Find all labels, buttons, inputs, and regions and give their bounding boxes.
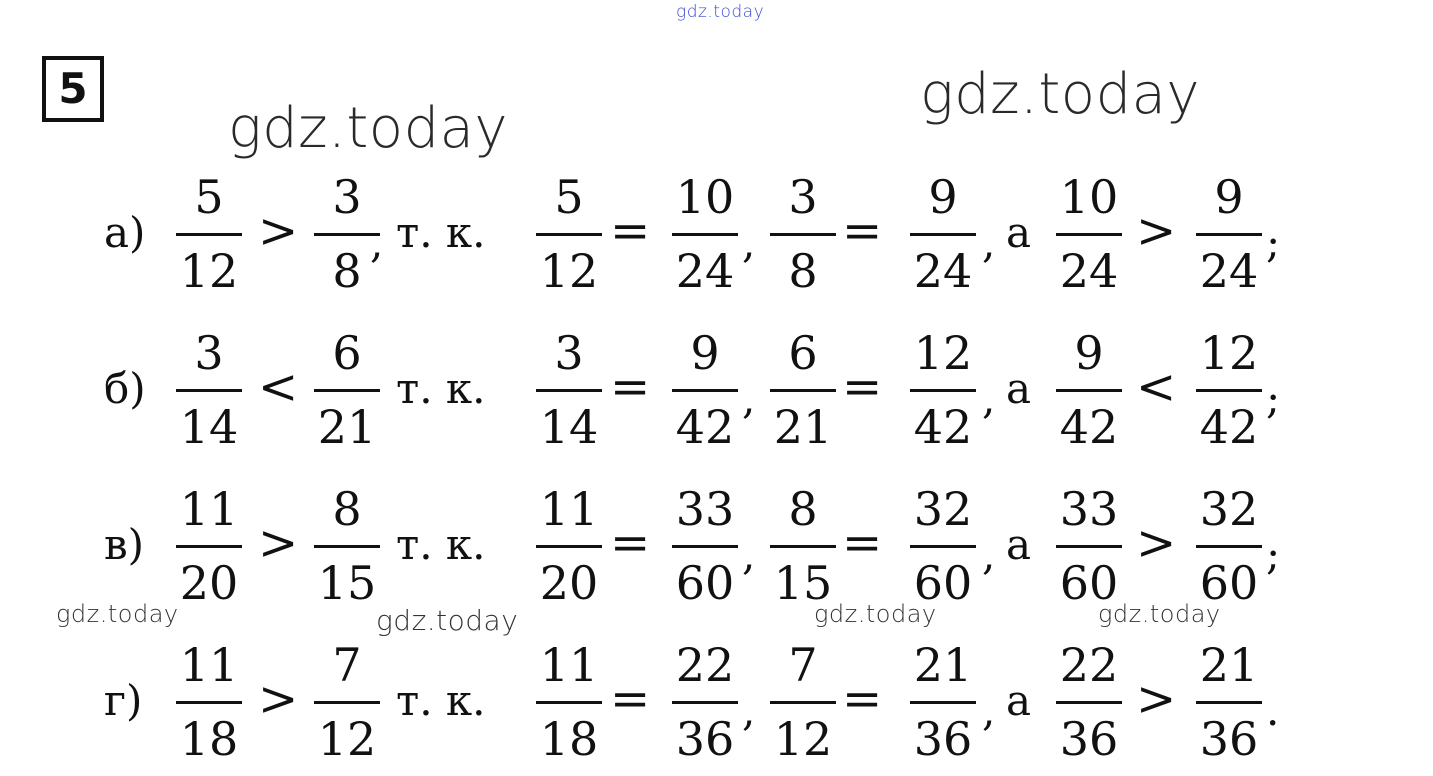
numerator: 3	[194, 326, 224, 380]
fraction-bar	[536, 389, 602, 392]
equals-sign-1: =	[610, 671, 651, 727]
fraction-compare-2	[1192, 632, 1266, 772]
end-punctuation: ;	[1266, 218, 1281, 267]
denominator: 36	[1199, 712, 1259, 766]
item-label: в)	[104, 520, 145, 569]
fraction-right	[310, 632, 384, 772]
denominator: 18	[539, 712, 599, 766]
numerator: 10	[675, 170, 735, 224]
fraction-result-1	[668, 164, 742, 304]
comma: ,	[982, 686, 996, 735]
numerator: 9	[928, 170, 958, 224]
equals-sign-2: =	[842, 671, 883, 727]
fraction-equiv-1	[532, 320, 606, 460]
watermark-top: gdz.today	[676, 2, 765, 22]
fraction-bar	[1196, 233, 1262, 236]
fraction-bar	[910, 701, 976, 704]
conjunction-text: а	[1006, 208, 1032, 257]
denominator: 24	[913, 244, 973, 298]
fraction-bar	[1056, 233, 1122, 236]
watermark-small-4: gdz.today	[1098, 600, 1221, 628]
comma: ,	[742, 218, 756, 267]
fraction-compare-1	[1052, 476, 1126, 616]
fraction-compare-1	[1052, 164, 1126, 304]
numerator: 33	[675, 482, 735, 536]
fraction-bar	[770, 701, 836, 704]
fraction-result-2	[906, 320, 980, 460]
end-punctuation: ;	[1266, 530, 1281, 579]
comma: ,	[370, 218, 384, 267]
fraction-left	[172, 320, 246, 460]
numerator: 9	[1074, 326, 1104, 380]
numerator: 5	[554, 170, 584, 224]
numerator: 8	[788, 482, 818, 536]
comma: ,	[742, 530, 756, 579]
fraction-bar	[314, 389, 380, 392]
equals-sign-2: =	[842, 515, 883, 571]
numerator: 7	[332, 638, 362, 692]
fraction-left	[172, 164, 246, 304]
denominator: 14	[539, 400, 599, 454]
comparison-sign: <	[258, 359, 299, 415]
fraction-result-1	[668, 632, 742, 772]
comma: ,	[982, 530, 996, 579]
denominator: 15	[317, 556, 377, 610]
comma: ,	[742, 374, 756, 423]
numerator: 11	[179, 482, 239, 536]
denominator: 24	[675, 244, 735, 298]
numerator: 11	[179, 638, 239, 692]
item-label: а)	[104, 208, 146, 257]
numerator: 9	[1214, 170, 1244, 224]
denominator: 60	[1199, 556, 1259, 610]
solution-row	[0, 320, 1433, 460]
numerator: 6	[332, 326, 362, 380]
numerator: 10	[1059, 170, 1119, 224]
numerator: 5	[194, 170, 224, 224]
denominator: 36	[913, 712, 973, 766]
fraction-bar	[176, 233, 242, 236]
fraction-bar	[910, 389, 976, 392]
numerator: 11	[539, 638, 599, 692]
item-label: б)	[104, 364, 146, 413]
solution-row	[0, 164, 1433, 304]
equals-sign-1: =	[610, 359, 651, 415]
denominator: 36	[1059, 712, 1119, 766]
fraction-bar	[314, 545, 380, 548]
watermark-small-1: gdz.today	[56, 600, 179, 628]
because-text: т. к.	[396, 364, 486, 413]
denominator: 42	[913, 400, 973, 454]
fraction-bar	[672, 701, 738, 704]
fraction-right	[310, 476, 384, 616]
fraction-bar	[1056, 701, 1122, 704]
fraction-bar	[770, 389, 836, 392]
task-number-box: 5	[42, 56, 104, 122]
fraction-bar	[1056, 389, 1122, 392]
comparison-sign: >	[258, 671, 299, 727]
denominator: 24	[1059, 244, 1119, 298]
fraction-bar	[770, 233, 836, 236]
numerator: 21	[1199, 638, 1259, 692]
fraction-bar	[910, 233, 976, 236]
comparison-sign-final: >	[1136, 203, 1177, 259]
comma: ,	[742, 686, 756, 735]
denominator: 36	[675, 712, 735, 766]
conjunction-text: а	[1006, 364, 1032, 413]
fraction-compare-2	[1192, 476, 1266, 616]
fraction-compare-2	[1192, 320, 1266, 460]
fraction-bar	[910, 545, 976, 548]
fraction-bar	[770, 545, 836, 548]
denominator: 12	[179, 244, 239, 298]
equals-sign-2: =	[842, 203, 883, 259]
solution-row	[0, 632, 1433, 772]
fraction-right	[310, 320, 384, 460]
numerator: 8	[332, 482, 362, 536]
denominator: 12	[773, 712, 833, 766]
denominator: 42	[1199, 400, 1259, 454]
watermark-large-right: gdz.today	[920, 62, 1201, 127]
fraction-bar	[672, 389, 738, 392]
equals-sign-1: =	[610, 515, 651, 571]
fraction-result-2	[906, 632, 980, 772]
denominator: 60	[675, 556, 735, 610]
numerator: 12	[913, 326, 973, 380]
numerator: 7	[788, 638, 818, 692]
numerator: 33	[1059, 482, 1119, 536]
watermark-small-2: gdz.today	[376, 604, 519, 637]
fraction-bar	[536, 545, 602, 548]
denominator: 15	[773, 556, 833, 610]
fraction-left	[172, 476, 246, 616]
comparison-sign-final: >	[1136, 515, 1177, 571]
equals-sign-1: =	[610, 203, 651, 259]
numerator: 3	[332, 170, 362, 224]
because-text: т. к.	[396, 520, 486, 569]
fraction-result-2	[906, 164, 980, 304]
conjunction-text: а	[1006, 520, 1032, 569]
denominator: 12	[317, 712, 377, 766]
watermark-small-3: gdz.today	[814, 600, 937, 628]
fraction-compare-2	[1192, 164, 1266, 304]
fraction-bar	[672, 545, 738, 548]
fraction-equiv-2	[766, 632, 840, 772]
comparison-sign-final: <	[1136, 359, 1177, 415]
fraction-equiv-2	[766, 164, 840, 304]
numerator: 11	[539, 482, 599, 536]
denominator: 20	[179, 556, 239, 610]
fraction-compare-1	[1052, 632, 1126, 772]
fraction-bar	[1196, 701, 1262, 704]
denominator: 21	[317, 400, 377, 454]
solution-row	[0, 476, 1433, 616]
equals-sign-2: =	[842, 359, 883, 415]
denominator: 18	[179, 712, 239, 766]
watermark-large-left: gdz.today	[228, 96, 509, 161]
denominator: 8	[332, 244, 362, 298]
fraction-result-1	[668, 476, 742, 616]
fraction-equiv-1	[532, 476, 606, 616]
because-text: т. к.	[396, 208, 486, 257]
numerator: 21	[913, 638, 973, 692]
denominator: 20	[539, 556, 599, 610]
numerator: 12	[1199, 326, 1259, 380]
fraction-result-2	[906, 476, 980, 616]
end-punctuation: .	[1266, 686, 1280, 735]
fraction-bar	[176, 545, 242, 548]
fraction-bar	[176, 389, 242, 392]
denominator: 42	[1059, 400, 1119, 454]
item-label: г)	[104, 676, 143, 725]
numerator: 3	[788, 170, 818, 224]
fraction-equiv-2	[766, 476, 840, 616]
fraction-equiv-2	[766, 320, 840, 460]
fraction-bar	[176, 701, 242, 704]
denominator: 21	[773, 400, 833, 454]
fraction-bar	[1196, 545, 1262, 548]
fraction-bar	[1196, 389, 1262, 392]
fraction-bar	[536, 233, 602, 236]
comparison-sign-final: >	[1136, 671, 1177, 727]
numerator: 32	[1199, 482, 1259, 536]
fraction-bar	[672, 233, 738, 236]
comma: ,	[982, 374, 996, 423]
denominator: 12	[539, 244, 599, 298]
fraction-bar	[1056, 545, 1122, 548]
fraction-compare-1	[1052, 320, 1126, 460]
fraction-bar	[536, 701, 602, 704]
fraction-bar	[314, 701, 380, 704]
denominator: 60	[1059, 556, 1119, 610]
conjunction-text: а	[1006, 676, 1032, 725]
numerator: 22	[675, 638, 735, 692]
denominator: 42	[675, 400, 735, 454]
numerator: 32	[913, 482, 973, 536]
denominator: 60	[913, 556, 973, 610]
numerator: 3	[554, 326, 584, 380]
comma: ,	[982, 218, 996, 267]
fraction-result-1	[668, 320, 742, 460]
comparison-sign: >	[258, 203, 299, 259]
comparison-sign: >	[258, 515, 299, 571]
numerator: 6	[788, 326, 818, 380]
numerator: 9	[690, 326, 720, 380]
fraction-left	[172, 632, 246, 772]
denominator: 24	[1199, 244, 1259, 298]
denominator: 8	[788, 244, 818, 298]
fraction-equiv-1	[532, 164, 606, 304]
denominator: 14	[179, 400, 239, 454]
fraction-equiv-1	[532, 632, 606, 772]
end-punctuation: ;	[1266, 374, 1281, 423]
numerator: 22	[1059, 638, 1119, 692]
because-text: т. к.	[396, 676, 486, 725]
